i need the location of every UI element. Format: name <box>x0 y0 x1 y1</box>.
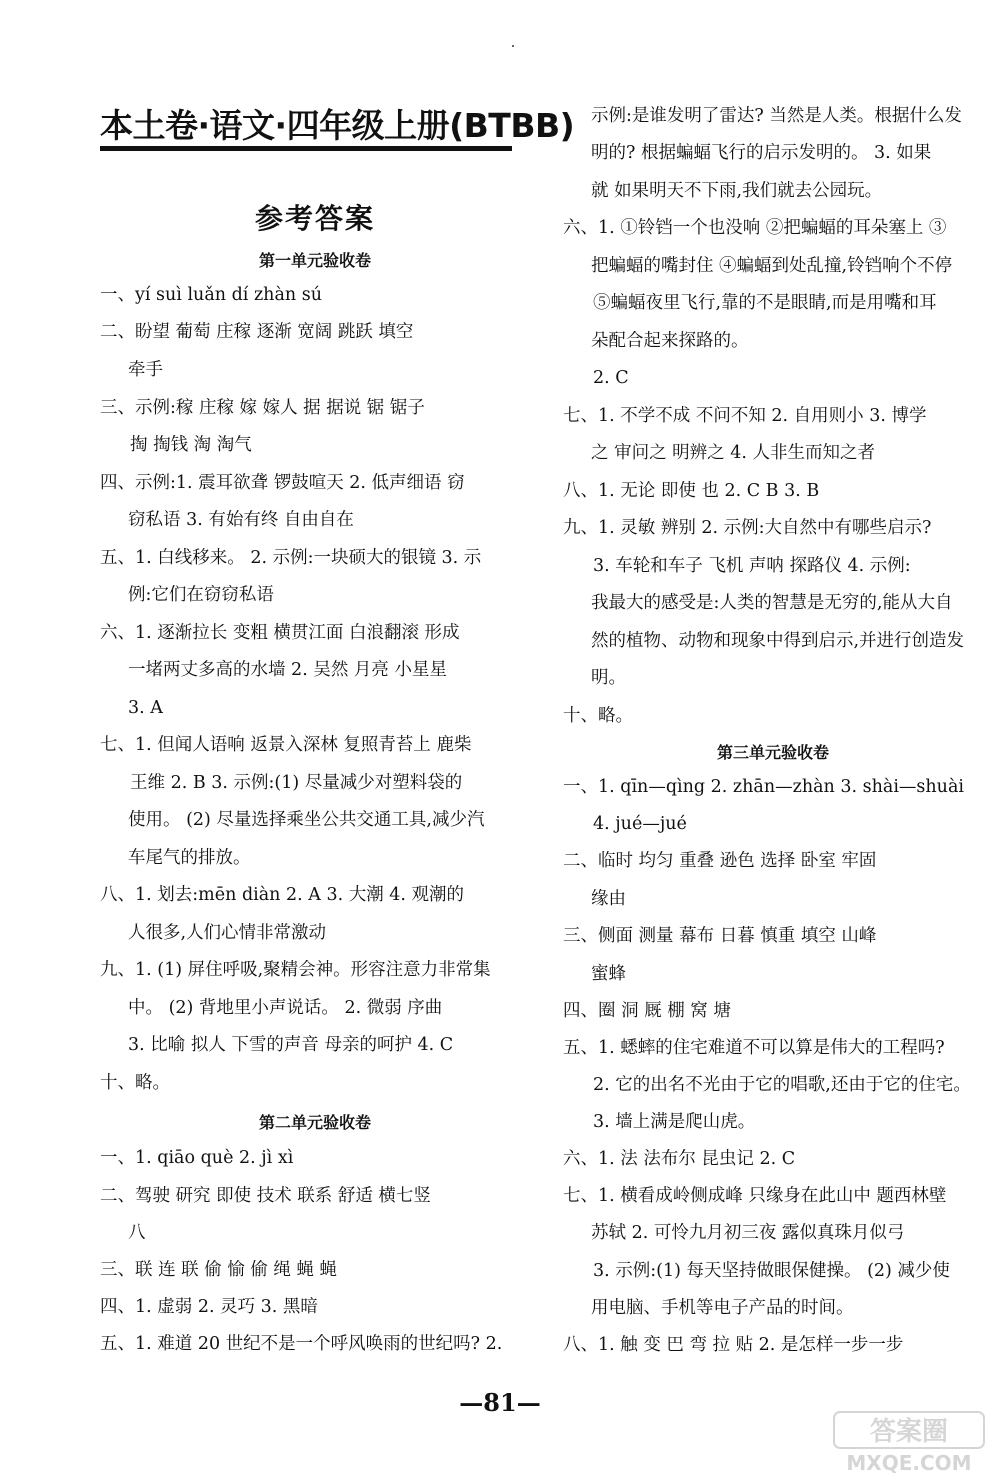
unit2-heading: 第二单元验收卷 <box>258 1113 371 1132</box>
answer-line: 蜜蜂 <box>591 964 626 984</box>
answer-line: 掏 掏钱 淘 淘气 <box>130 435 252 455</box>
answer-line: ⑤蝙蝠夜里飞行,靠的不是眼睛,而是用嘴和耳 <box>593 293 937 313</box>
answer-line: 把蝙蝠的嘴封住 ④蝙蝠到处乱撞,铃铛响个不停 <box>591 256 953 276</box>
answer-line: 一、1. qiāo què 2. jì xì <box>100 1148 294 1168</box>
scan-speck <box>512 45 514 47</box>
answer-line: 例:它们在窃窃私语 <box>128 585 274 605</box>
answer-line: 八 <box>128 1223 146 1243</box>
watermark-logo <box>830 1410 990 1474</box>
answer-line: 就 如果明天不下雨,我们就去公园玩。 <box>591 181 883 201</box>
answer-line: 四、示例:1. 震耳欲聋 锣鼓喧天 2. 低声细语 窃 <box>100 473 465 493</box>
answer-line: 3. A <box>128 698 163 718</box>
answer-line: 九、1. 灵敏 辨别 2. 示例:大自然中有哪些启示? <box>563 518 932 538</box>
answer-line: 四、圈 洞 厩 棚 窝 塘 <box>563 1001 731 1021</box>
answer-line: 十、略。 <box>100 1073 170 1093</box>
answer-line: 五、1. 白线移来。 2. 示例:一块硕大的银镜 3. 示 <box>100 548 482 568</box>
answer-line: 使用。 (2) 尽量选择乘坐公共交通工具,减少汽 <box>128 810 485 830</box>
answer-line: 四、1. 虚弱 2. 灵巧 3. 黑暗 <box>100 1297 318 1317</box>
answer-line: 三、侧面 测量 幕布 日暮 慎重 填空 山峰 <box>563 926 877 946</box>
answer-line: 2. C <box>593 368 629 388</box>
answer-line: 六、1. ①铃铛一个也没响 ②把蝙蝠的耳朵塞上 ③ <box>563 218 947 238</box>
answer-line: 3. 示例:(1) 每天坚持做眼保健操。 (2) 减少使 <box>593 1261 950 1281</box>
answer-line: 牵手 <box>128 360 163 380</box>
unit1-heading: 第一单元验收卷 <box>258 251 371 270</box>
answer-line: 明。 <box>591 668 626 688</box>
answer-line: 2. 它的出名不光由于它的唱歌,还由于它的住宅。 <box>593 1075 971 1095</box>
answer-line: 缘由 <box>591 889 626 909</box>
answer-line: 人很多,人们心情非常激动 <box>128 923 327 943</box>
answer-line: 二、驾驶 研究 即使 技术 联系 舒适 横七竖 <box>100 1186 431 1206</box>
answer-line: 九、1. (1) 屏住呼吸,聚精会神。形容注意力非常集 <box>100 960 491 980</box>
book-title: 本土卷·语文·四年级上册(BTBB) <box>100 106 575 145</box>
answer-line: 我最大的感受是:人类的智慧是无穷的,能从大自 <box>591 593 953 613</box>
watermark-text: 答案圈 <box>869 1417 949 1447</box>
answer-line: 王维 2. B 3. 示例:(1) 尽量减少对塑料袋的 <box>130 773 463 793</box>
answer-line: 七、1. 不学不成 不问不知 2. 自用则小 3. 博学 <box>563 406 927 426</box>
answer-line: 4. jué—jué <box>593 814 687 834</box>
answer-line: 一堵两丈多高的水墙 2. 吴然 月亮 小星星 <box>128 660 447 680</box>
answer-line: 窃私语 3. 有始有终 自由自在 <box>128 510 354 530</box>
answer-line: 示例:是谁发明了雷达? 当然是人类。根据什么发 <box>591 106 962 126</box>
answer-line: 一、yí suì luǎn dí zhàn sú <box>100 285 322 305</box>
answer-line: 八、1. 触 变 巴 弯 拉 贴 2. 是怎样一步一步 <box>563 1335 904 1355</box>
answer-line: 3. 车轮和车子 飞机 声呐 探路仪 4. 示例: <box>593 556 911 576</box>
answer-key-heading: 参考答案 <box>254 202 375 235</box>
answer-line: 十、略。 <box>563 706 633 726</box>
answer-line: 七、1. 横看成岭侧成峰 只缘身在此山中 题西林壁 <box>563 1186 947 1206</box>
answer-line: 五、1. 难道 20 世纪不是一个呼风唤雨的世纪吗? 2. <box>100 1334 503 1354</box>
answer-line: 3. 墙上满是爬山虎。 <box>593 1112 756 1132</box>
unit3-heading: 第三单元验收卷 <box>716 743 829 762</box>
answer-line: 明的? 根据蝙蝠飞行的启示发明的。 3. 如果 <box>591 143 932 163</box>
answer-line: 七、1. 但闻人语响 返景入深林 复照青苔上 鹿柴 <box>100 735 472 755</box>
answer-line: 六、1. 逐渐拉长 变粗 横贯江面 白浪翻滚 形成 <box>100 623 460 643</box>
answer-line: 三、示例:稼 庄稼 嫁 嫁人 据 据说 锯 锯子 <box>100 398 425 418</box>
answer-line: 之 审问之 明辨之 4. 人非生而知之者 <box>591 443 875 463</box>
answer-line: 八、1. 划去:mēn diàn 2. A 3. 大潮 4. 观潮的 <box>100 885 465 905</box>
answer-line: 八、1. 无论 即使 也 2. C B 3. B <box>563 481 820 501</box>
answer-line: 3. 比喻 拟人 下雪的声音 母亲的呵护 4. C <box>128 1035 454 1055</box>
answer-line: 二、盼望 葡萄 庄稼 逐渐 宽阔 跳跃 填空 <box>100 322 414 342</box>
answer-line: 然的植物、动物和现象中得到启示,并进行创造发 <box>591 631 965 651</box>
answer-line: 二、临时 均匀 重叠 逊色 选择 卧室 牢固 <box>563 851 877 871</box>
watermark-url: MXQE.COM <box>846 1451 972 1474</box>
answer-line: 中。 (2) 背地里小声说话。 2. 微弱 序曲 <box>128 998 443 1018</box>
answer-line: 五、1. 蟋蟀的住宅难道不可以算是伟大的工程吗? <box>563 1038 945 1058</box>
answer-line: 苏轼 2. 可怜九月初三夜 露似真珠月似弓 <box>591 1223 905 1243</box>
title-underline <box>100 146 512 151</box>
page-number: —81— <box>459 1388 541 1417</box>
answer-line: 朵配合起来探路的。 <box>591 331 749 351</box>
answer-line: 三、联 连 联 偷 愉 偷 绳 蝇 蝇 <box>100 1260 338 1280</box>
answer-line: 六、1. 法 法布尔 昆虫记 2. C <box>563 1149 796 1169</box>
answer-line: 一、1. qīn—qìng 2. zhān—zhàn 3. shài—shuài <box>563 777 964 797</box>
answer-line: 用电脑、手机等电子产品的时间。 <box>591 1298 854 1318</box>
answer-line: 车尾气的排放。 <box>128 848 251 868</box>
